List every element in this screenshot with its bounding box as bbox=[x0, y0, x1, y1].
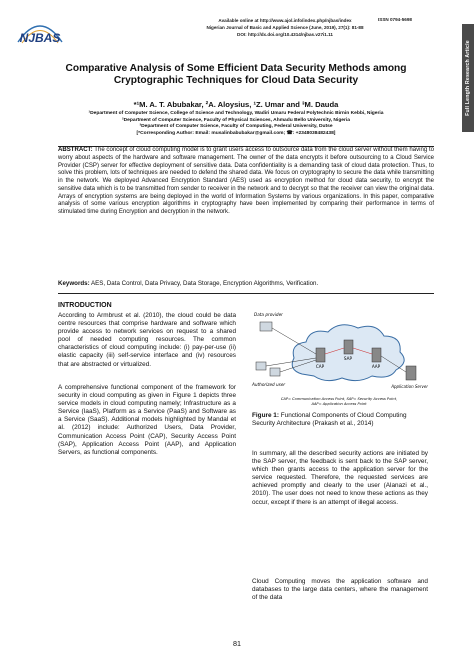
logo-text: NJBAS bbox=[19, 31, 61, 45]
keywords-text: AES, Data Control, Data Privacy, Data Storage, Encryption Algorithms, Verification. bbox=[89, 280, 319, 287]
right-paragraph-1: In summary, all the described security actions are initiated by the SAP server, the feedback is sent back to the SAP server, which then grants access to the application server for the service requested. Therefore, the requested services are achieved promptly and clearly to the user (Alanazi et al., 2010). The user does not need to know these actions as they occur, except if there is an attempt of illegal access. bbox=[252, 450, 428, 506]
section-heading-introduction: INTRODUCTION bbox=[58, 302, 112, 309]
figure-caption-text: Functional Components of Cloud Computing Security Architecture (Prakash et al., 2014) bbox=[252, 412, 407, 428]
journal-doi-line: DOI: http://dx.doi.org/10.4314/njbas.v27i1.11 bbox=[237, 32, 333, 37]
authorized-user-icon-2 bbox=[270, 368, 280, 376]
application-server-icon bbox=[406, 366, 416, 380]
keywords-label: Keywords: bbox=[58, 280, 90, 287]
paper-title: Comparative Analysis of Some Efficient Data Security Methods among Cryptographic Techniques for Cloud Data Security bbox=[65, 63, 407, 86]
affiliations bbox=[36, 111, 436, 137]
abstract bbox=[58, 147, 434, 217]
data-provider-icon bbox=[260, 322, 272, 331]
author-list: *¹M. A. T. Abubakar, ²A. Aloysius, ¹Z. Umar and ³M. Dauda bbox=[133, 100, 339, 109]
affiliation-1: ¹Department of Computer Science, College of Science and Technology, Wadiri Umaru Federal Polytechnic Birnin Kebbi, Nigeria bbox=[88, 111, 384, 116]
cap-server-icon bbox=[316, 348, 325, 362]
figure-legend-line-1: CAP= Communication Access Point, SAP= Security Access Point, bbox=[280, 397, 398, 401]
abstract-text: The concept of cloud computing model is to grant users access to outsource data from the cloud server without them having to worry about aspects of the hardware and software management. The owner of the data encrypts it before outsourcing to a Cloud Service Provider (CSP) server for effective deployment of sensitive data. Data confidentiality is a demanding task of cloud data protection. Thus, to solve this problem, lots of techniques are needed to defend the shared data. We focus on cryptography to secure the data while transmitting in the network. We deployed Advanced Encryption Standard (AES) used as encryption method for cloud data security, to encrypt the sensitive data which is to be transmitted from sender to receiver in the network and to decrypt so that the receiver can view the original data. Arrays of encryption systems are being deployed in the world of Information Systems by various organizations. In this paper, comparative analysis of some various encryption algorithms in cryptography have been implemented by comparing their performance in terms of stimulated time during Encryption and decryption in the network. bbox=[58, 147, 434, 215]
page-number: 81 bbox=[233, 639, 241, 648]
cap-label: CAP bbox=[315, 364, 325, 369]
authorized-user-icon-1 bbox=[256, 362, 266, 370]
figure-1-diagram bbox=[250, 304, 428, 410]
issn: ISSN 0794-5698 bbox=[378, 17, 412, 22]
keywords bbox=[58, 280, 434, 288]
journal-url-line: Available online at http://www.ajol.info/index.php/njbas/index bbox=[218, 18, 352, 23]
corresponding-author: [*Corresponding Author: Email: musalinbabubakar@gmail.com; ☎: +2348038482438] bbox=[136, 130, 336, 136]
figure-legend-line-2: AAP= Application Access Point bbox=[311, 402, 367, 406]
article-type-tab bbox=[462, 24, 474, 132]
journal-logo bbox=[14, 12, 66, 52]
aap-label: AAP bbox=[371, 364, 381, 369]
aap-server-icon bbox=[372, 348, 381, 362]
article-type-label: Full Length Research Article bbox=[465, 40, 471, 116]
sap-server-icon bbox=[344, 340, 353, 354]
journal-citation-line: Nigerian Journal of Basic and Applied Science (June, 2019), 27(1): 81-88 bbox=[206, 25, 364, 30]
affiliation-2: ²Department of Computer Science, Faculty of Physical Sciences, Ahmadu Bello University, Nigeria bbox=[121, 117, 351, 123]
figure-caption-label: Figure 1: bbox=[252, 412, 279, 419]
intro-paragraph-2: A comprehensive functional component of the framework for security in cloud computing as given in Figure 1 depicts three service models in cloud computing namely; Infrastructure as a Service (IaaS), Platform as a Service (PaaS) and Software as a Service (SaaS). Additional models highlighted by Mandal et al. (2012) include: Authorized Users, Data Provider, Communication Access Point (CAP), Security Access Point (SAP), Application Access Point (AAP), and Application Servers, as functional components. bbox=[58, 384, 236, 456]
abstract-label: ABSTRACT: bbox=[58, 147, 93, 153]
sap-label: SAP bbox=[343, 356, 353, 361]
authorized-user-label: Authorized user bbox=[252, 382, 286, 387]
right-paragraph-2: Cloud Computing moves the application software and databases to the large data centers, where the management of the data bbox=[252, 578, 428, 602]
intro-paragraph-1: According to Armbrust et al. (2010), the cloud could be data centre resources that comprise hardware and software which provide access to network services on request to a shared pool of needed computing resources. The common characteristics of cloud computing include: (i) pay-per-use (ii) elastic capacity (iii) self-service interface and (iv) resources that are abstracted or virtualized. bbox=[58, 312, 236, 368]
data-provider-label: Data provider bbox=[254, 312, 283, 317]
application-server-label: Application Server bbox=[391, 384, 428, 389]
figure-1-caption bbox=[252, 412, 426, 428]
affiliation-3: ³Department of Computer Science, Faculty of Computing, Federal University, Dutse bbox=[139, 124, 333, 130]
